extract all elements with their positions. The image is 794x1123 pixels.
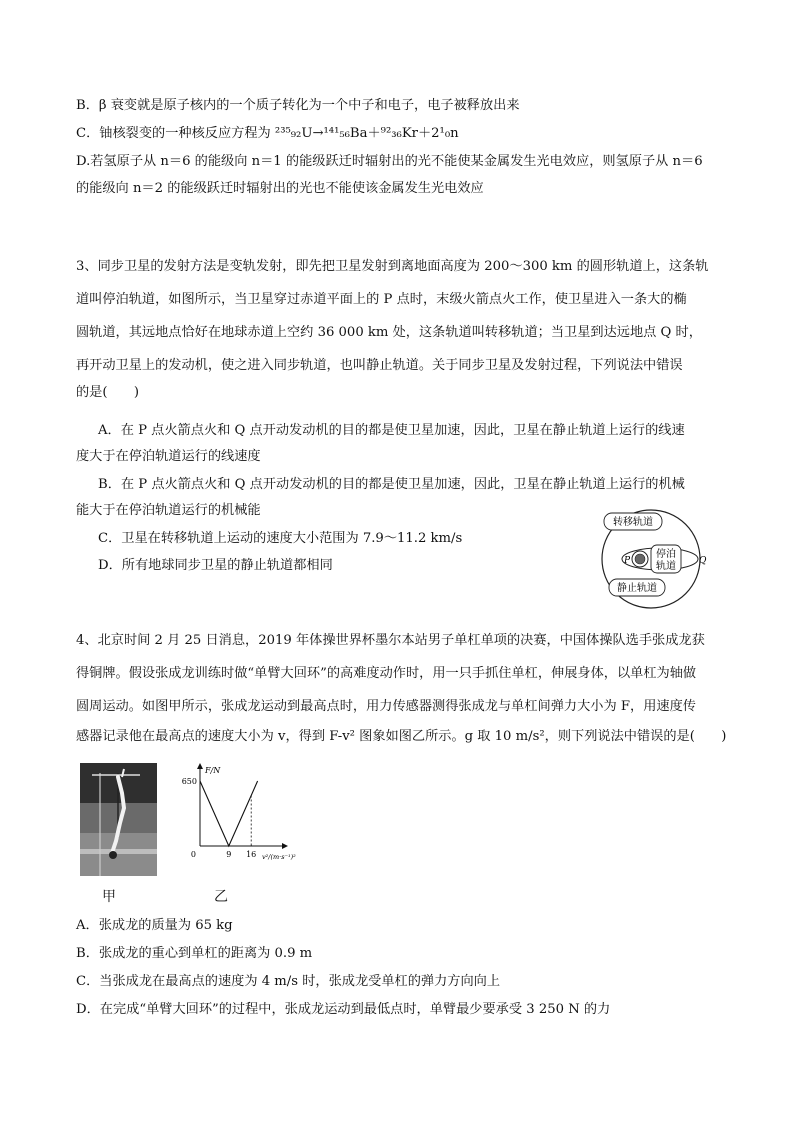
x-tick-label: 9	[226, 850, 232, 859]
q4-stem-line-3: 圆周运动。如图甲所示，张成龙运动到最高点时，用力传感器测得张成龙与单杠间弹力大小为 F，用速度传	[76, 699, 696, 714]
parking-orbit-label-1: 停泊	[656, 549, 676, 560]
series-line	[200, 781, 258, 846]
q4-option-b: B．张成龙的重心到单杠的距离为 0.9 m	[76, 946, 313, 961]
q3-option-b-line1: B．在 P 点火箭点火和 Q 点开动发动机的目的都是使卫星加速，因此，卫星在静止轨道上运行的机械	[98, 477, 685, 492]
point-q-label: Q	[699, 556, 707, 566]
q3-stem-line-2: 道叫停泊轨道，如图所示，当卫星穿过赤道平面上的 P 点时，末级火箭点火工作，使卫星进入一条大的椭	[76, 292, 687, 307]
orbit-diagram	[585, 507, 720, 612]
earth-shape	[635, 554, 645, 564]
q2-option-b: B．β 衰变就是原子核内的一个质子转化为一个中子和电子，电子被释放出来	[76, 98, 520, 113]
q2-option-d-line2: 的能级向 n＝2 的能级跃迁时辐射出的光也不能使该金属发生光电效应	[76, 181, 484, 196]
q3-option-b-line2: 能大于在停泊轨道运行的机械能	[76, 503, 261, 518]
q4-option-a: A．张成龙的质量为 65 kg	[76, 918, 233, 933]
figure-yi-label: 乙	[214, 889, 228, 905]
q4-stem-line-4: 感器记录他在最高点的速度大小为 v，得到 F-v² 图象如图乙所示。g 取 10 m/s²，则下列说法中错误的是( )	[76, 729, 727, 744]
q4-stem-line-1: 4、北京时间 2 月 25 日消息，2019 年体操世界杯墨尔本站男子单杠单项的决赛，中国体操队选手张成龙获	[76, 633, 705, 648]
point-p-label: P	[624, 556, 631, 566]
q2-option-d-line1: D.若氢原子从 n＝6 的能级向 n＝1 的能级跃迁时辐射出的光不能使某金属发生光电效应，则氢原子从 n＝6	[76, 154, 703, 169]
q3-stem-line-5: 的是( )	[76, 385, 140, 400]
q3-option-d: D．所有地球同步卫星的静止轨道都相同	[98, 558, 333, 573]
q2-option-c: C．铀核裂变的一种核反应方程为 ²³⁵₉₂U→¹⁴¹₅₆Ba＋⁹²₃₆Kr＋2¹₀n	[76, 126, 459, 141]
figure-jia-label: 甲	[102, 889, 116, 905]
x-axis-label: v²/(m·s⁻¹)²	[262, 853, 296, 861]
f-v2-chart	[180, 762, 310, 862]
static-orbit-label: 静止轨道	[617, 583, 657, 594]
q4-option-c: C．当张成龙在最高点的速度为 4 m/s 时，张成龙受单杠的弹力方向向上	[76, 974, 501, 989]
q3-stem-line-4: 再开动卫星上的发动机，使之进入同步轨道，也叫静止轨道。关于同步卫星及发射过程，下列说法中错误	[76, 358, 683, 373]
q3-stem-line-3: 圆轨道，其远地点恰好在地球赤道上空约 36 000 km 处，这条轨道叫转移轨道；当卫星到达远地点 Q 时，	[76, 325, 702, 340]
q3-option-a-line2: 度大于在停泊轨道运行的线速度	[76, 449, 261, 464]
x-tick-label: 16	[246, 850, 257, 859]
q3-stem-line-1: 3、同步卫星的发射方法是变轨发射，即先把卫星发射到离地面高度为 200～300 km 的圆形轨道上，这条轨	[76, 259, 709, 274]
y-tick-label: 650	[181, 777, 197, 786]
q4-stem-line-2: 得铜牌。假设张成龙训练时做“单臂大回环”的高难度动作时，用一只手抓住单杠，伸展身体，以单杠为轴做	[76, 666, 697, 681]
gymnast-photo	[80, 763, 157, 876]
origin-label: 0	[190, 850, 196, 859]
y-axis-label: F/N	[205, 766, 221, 775]
transfer-orbit-label: 转移轨道	[613, 517, 653, 528]
parking-orbit-label-2: 轨道	[656, 561, 676, 572]
q3-option-c: C．卫星在转移轨道上运动的速度大小范围为 7.9～11.2 km/s	[98, 531, 463, 546]
q3-option-a-line1: A．在 P 点火箭点火和 Q 点开动发动机的目的都是使卫星加速，因此，卫星在静止轨道上运行的线速	[98, 423, 685, 438]
q4-option-d: D．在完成“单臂大回环”的过程中，张成龙运动到最低点时，单臂最少要承受 3 250 N 的力	[76, 1002, 611, 1017]
